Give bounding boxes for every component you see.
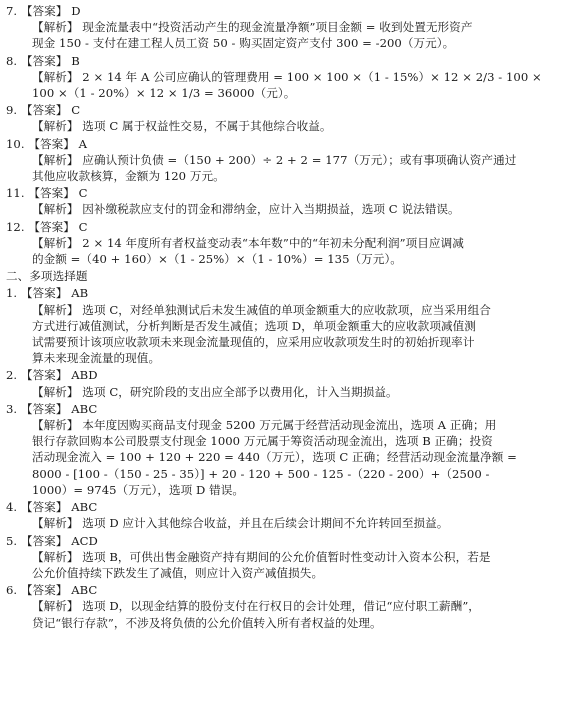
explanation-line: 银行存款回购本公司股票支付现金 1000 万元属于筹资活动现金流出，选项 B 正确；投资 (32, 434, 493, 449)
explanation-line: 【解析】 应确认预计负债 =（150 + 200）÷ 2 + 2 = 177（万元）；或有事项确认资产通过 (32, 152, 517, 167)
explanation-line: 贷记“银行存款”，不涉及将负债的公允价值转入所有者权益的处理。 (32, 615, 382, 630)
answer-line: 7. 【答案】 D (6, 4, 81, 18)
explanation-line: 活动现金流入 = 100 + 120 + 220 = 440（万元），选项 C 正确；经营活动现金流量净额 = (32, 450, 517, 465)
answer-line: 5. 【答案】 ACD (6, 533, 98, 548)
explanation-line: 【解析】 选项 C，研究阶段的支出应全部予以费用化，计入当期损益。 (32, 384, 398, 399)
explanation-line: 【解析】 选项 C 属于权益性交易，不属于其他综合收益。 (32, 119, 332, 134)
answer-line: 12. 【答案】 C (6, 219, 88, 234)
answer-line: 2. 【答案】 ABD (6, 368, 98, 383)
explanation-line: 其他应收款核算，金额为 120 万元。 (32, 169, 225, 184)
explanation-line: 方式进行减值测试，分析判断是否发生减值；选项 D，单项金额重大的应收款项减值测 (32, 318, 476, 333)
explanation-line: 【解析】 选项 D 应计入其他综合收益，并且在后续会计期间不允许转回至损益。 (32, 516, 449, 531)
explanation-line: 1000）= 9745（万元），选项 D 错误。 (32, 482, 245, 497)
explanation-line: 【解析】 2 × 14 年 A 公司应确认的管理费用 = 100 × 100 ×（1 - 15%）× 12 × 2/3 - 100 × (32, 69, 542, 84)
explanation-line: 公允价值持续下跌发生了减值，则应计入资产减值损失。 (32, 565, 324, 580)
explanation-line: 的金额 =（40 + 160）×（1 - 25%）×（1 - 10%）= 135（万元）。 (32, 252, 402, 267)
explanation-line: 8000 - [100 -（150 - 25 - 35）] + 20 - 120 + 500 - 125 -（220 - 200）+（2500 - (32, 466, 490, 481)
section-heading: 二、多项选择题 (6, 269, 88, 284)
explanation-line: 【解析】 本年度因购买商品支付现金 5200 万元属于经营活动现金流出，选项 A 正确；用 (32, 418, 497, 433)
answer-line: 8. 【答案】 B (6, 53, 80, 68)
explanation-line: 【解析】 选项 B，可供出售金融资产持有期间的公允价值暂时性变动计入资本公积，若是 (32, 549, 491, 564)
explanation-line: 【解析】 选项 C，对经单独测试后未发生减值的单项金额重大的应收款项，应当采用组合 (32, 302, 491, 317)
explanation-line: 【解析】 2 × 14 年度所有者权益变动表“本年数”中的“年初未分配利润”项目应调减 (32, 235, 464, 250)
explanation-line: 【解析】 现金流量表中“投资活动产生的现金流量净额”项目金额 = 收到处置无形资产 (32, 20, 473, 35)
explanation-line: 100 ×（1 - 20%）× 12 × 1/3 = 36000（元）。 (32, 86, 296, 101)
answer-line: 11. 【答案】 C (6, 186, 88, 201)
explanation-line: 试需要预计该项应收款项未来现金流量现值的，应采用应收款项发生时的初始折现率计 (32, 335, 475, 350)
answer-line: 4. 【答案】 ABC (6, 500, 98, 515)
explanation-line: 算未来现金流量的现值。 (32, 351, 161, 366)
answer-line: 1. 【答案】 AB (6, 286, 89, 301)
answer-line: 6. 【答案】 ABC (6, 583, 98, 598)
explanation-line: 【解析】 因补缴税款应支付的罚金和滞纳金，应计入当期损益，选项 C 说法错误。 (32, 202, 460, 217)
explanation-line: 【解析】 选项 D，以现金结算的股份支付在行权日的会计处理，借记“应付职工薪酬”， (32, 599, 480, 614)
answer-line: 10. 【答案】 A (6, 136, 88, 151)
explanation-line: 现金 150 - 支付在建工程人员工资 50 - 购买固定资产支付 300 = -200（万元）。 (32, 36, 455, 51)
answer-line: 3. 【答案】 ABC (6, 401, 98, 416)
answer-line: 9. 【答案】 C (6, 103, 81, 118)
answer-explanations (6, 3, 559, 631)
